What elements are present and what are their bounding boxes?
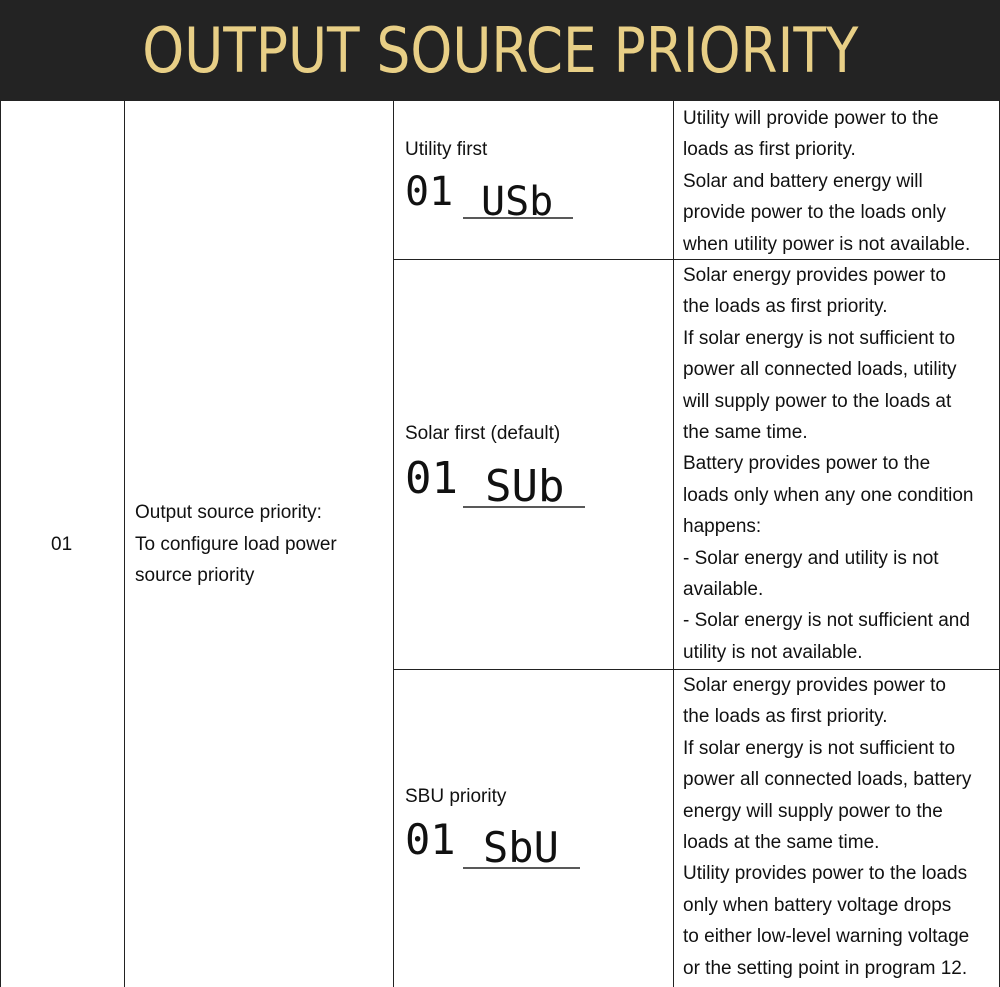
description-line: to either low-level warning voltage bbox=[683, 926, 970, 948]
description-line: the loads as first priority. bbox=[683, 706, 888, 728]
option-description-utility-first bbox=[683, 103, 995, 260]
description-line: energy will supply power to the bbox=[683, 800, 943, 822]
description-line: the same time. bbox=[683, 422, 808, 444]
description-line: the loads as first priority. bbox=[683, 296, 888, 318]
lcd-display-solar-first bbox=[405, 453, 595, 511]
lcd-display-utility-first bbox=[405, 169, 585, 221]
option-label-utility-first: Utility first bbox=[405, 139, 488, 160]
description-line: provide power to the loads only bbox=[683, 202, 946, 224]
description-line: Utility will provide power to the bbox=[683, 108, 939, 129]
description-line: power all connected loads, utility bbox=[683, 359, 957, 381]
option-description-sbu-priority bbox=[683, 670, 995, 984]
description-line: will supply power to the loads at bbox=[683, 390, 952, 412]
settings-table bbox=[0, 101, 1000, 987]
description-line: loads only when any one condition bbox=[683, 484, 974, 506]
lcd-setting-value: SUb bbox=[485, 461, 565, 511]
lcd-program-code: 01 bbox=[405, 453, 458, 504]
description-line: loads as first priority. bbox=[683, 139, 856, 161]
program-name bbox=[135, 497, 337, 592]
column-divider bbox=[124, 101, 125, 987]
description-line: If solar energy is not sufficient to bbox=[683, 327, 956, 349]
lcd-program-code: 01 bbox=[405, 169, 454, 215]
description-line: when utility power is not available. bbox=[683, 233, 971, 255]
program-number: 01 bbox=[51, 534, 73, 555]
option-description-solar-first bbox=[683, 260, 995, 668]
description-line: utility is not available. bbox=[683, 641, 863, 663]
description-line: happens: bbox=[683, 516, 762, 538]
description-line: If solar energy is not sufficient to bbox=[683, 737, 956, 759]
option-label-sbu-priority: SBU priority bbox=[405, 786, 507, 807]
description-line: Utility provides power to the loads bbox=[683, 863, 968, 885]
lcd-setting-value: USb bbox=[481, 179, 554, 221]
description-line: Solar and battery energy will bbox=[683, 170, 923, 192]
description-line: only when battery voltage drops bbox=[683, 894, 952, 916]
program-name-line: Output source priority: bbox=[135, 502, 322, 523]
column-divider bbox=[393, 101, 394, 987]
description-line: or the setting point in program 12. bbox=[683, 957, 968, 979]
lcd-setting-value: SbU bbox=[483, 823, 559, 872]
description-line: Battery provides power to the bbox=[683, 453, 931, 475]
description-line: Solar energy provides power to bbox=[683, 265, 946, 286]
description-line: - Solar energy is not sufficient and bbox=[683, 610, 970, 632]
lcd-display-sbu-priority bbox=[405, 816, 590, 872]
header-banner bbox=[0, 0, 1000, 101]
description-line: loads at the same time. bbox=[683, 832, 880, 854]
page-title: OUTPUT SOURCE PRIORITY bbox=[141, 13, 859, 87]
description-line: power all connected loads, battery bbox=[683, 769, 972, 791]
description-line: available. bbox=[683, 579, 764, 601]
description-line: - Solar energy and utility is not bbox=[683, 547, 939, 569]
description-line: Solar energy provides power to bbox=[683, 675, 946, 696]
lcd-program-code: 01 bbox=[405, 816, 456, 864]
program-name-line: source priority bbox=[135, 565, 255, 586]
table-border-left bbox=[0, 101, 1, 987]
option-label-solar-first: Solar first (default) bbox=[405, 423, 561, 444]
program-name-line: To configure load power bbox=[135, 533, 337, 555]
column-divider bbox=[673, 101, 674, 987]
